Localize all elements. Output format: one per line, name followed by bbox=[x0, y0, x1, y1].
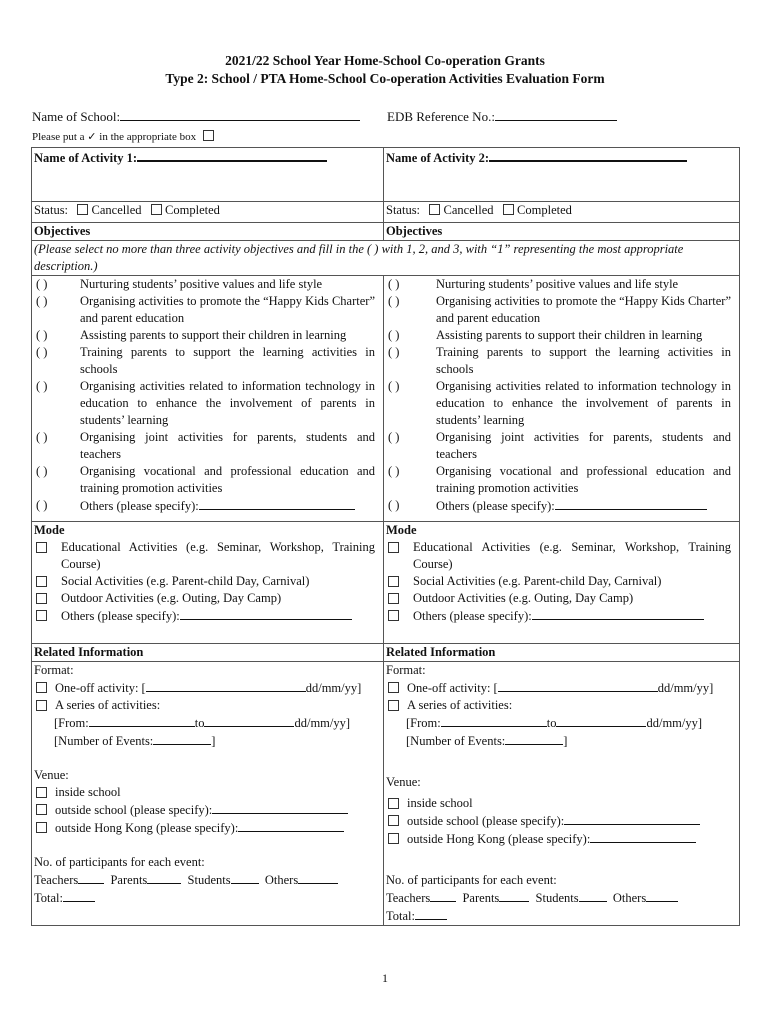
objective-item[interactable]: ( ) Organising activities to promote the “Happy Kids Charter” and parent education bbox=[388, 294, 731, 325]
rank-field[interactable]: ( ) bbox=[36, 464, 48, 478]
mode-checkbox[interactable] bbox=[388, 576, 399, 587]
parents-count-field[interactable] bbox=[147, 871, 181, 884]
objective-item[interactable]: ( ) Training parents to support the learning activities in schools bbox=[388, 345, 731, 376]
participants-row: Teachers Parents Students Others bbox=[34, 871, 381, 889]
edb-reference-label: EDB Reference No.: bbox=[387, 109, 495, 124]
status-label: Status: bbox=[34, 203, 69, 217]
activity-1-cell bbox=[32, 148, 384, 202]
rank-field[interactable]: ( ) bbox=[388, 328, 400, 342]
rank-field[interactable]: ( ) bbox=[36, 498, 48, 512]
completed-checkbox-2[interactable] bbox=[503, 204, 514, 215]
outside-school-field[interactable] bbox=[564, 812, 700, 825]
objective-item-others[interactable]: ( ) Others (please specify): bbox=[34, 497, 381, 521]
outside-hk-option[interactable]: outside Hong Kong (please specify): bbox=[34, 819, 381, 837]
objectives-heading-1: Objectives bbox=[32, 223, 384, 241]
venue-label: Venue: bbox=[34, 768, 69, 782]
from-date-field[interactable] bbox=[89, 714, 195, 727]
one-off-checkbox[interactable] bbox=[36, 682, 47, 693]
participants-label: No. of participants for each event: bbox=[386, 873, 557, 887]
activity-2-name-field[interactable] bbox=[489, 148, 687, 162]
outside-school-checkbox[interactable] bbox=[388, 815, 399, 826]
rank-field[interactable]: ( ) bbox=[388, 430, 400, 444]
instruction-text: Please put a ✓ in the appropriate box bbox=[32, 131, 197, 143]
completed-checkbox-1[interactable] bbox=[151, 204, 162, 215]
status-label: Status: bbox=[386, 203, 421, 217]
outside-school-option[interactable]: outside school (please specify): bbox=[386, 812, 737, 830]
mode-others-field[interactable] bbox=[180, 607, 352, 620]
one-off-option[interactable]: One-off activity: [ dd/mm/yy] bbox=[34, 679, 381, 697]
mode-checkbox[interactable] bbox=[36, 593, 47, 604]
mode-cell-1 bbox=[32, 522, 384, 644]
status-1-cell bbox=[32, 202, 384, 223]
mode-option[interactable]: Educational Activities (e.g. Seminar, Workshop, Training Course) bbox=[386, 539, 737, 573]
rank-field[interactable]: ( ) bbox=[388, 379, 400, 393]
rank-field[interactable]: ( ) bbox=[388, 498, 400, 512]
number-of-events-field[interactable] bbox=[505, 732, 563, 745]
number-of-events-row: [Number of Events: ] bbox=[406, 734, 568, 748]
outside-hk-field[interactable] bbox=[590, 830, 696, 843]
mode-checkbox[interactable] bbox=[36, 576, 47, 587]
completed-label: Completed bbox=[165, 203, 220, 217]
objective-item[interactable]: ( ) Organising activities to promote the “Happy Kids Charter” and parent education bbox=[36, 294, 375, 325]
from-date-field[interactable] bbox=[441, 714, 547, 727]
page-number: 1 bbox=[382, 971, 388, 985]
series-date-range: [From: to dd/mm/yy] bbox=[406, 716, 703, 730]
participants-row: Teachers Parents Students Others bbox=[386, 889, 737, 907]
inside-school-option[interactable]: inside school bbox=[34, 784, 381, 801]
series-option[interactable]: A series of activities: bbox=[34, 697, 381, 714]
form-title-line2: Type 2: School / PTA Home-School Co-operation Activities Evaluation Form bbox=[165, 71, 605, 86]
teachers-count-field[interactable] bbox=[430, 889, 456, 902]
objective-item[interactable]: ( ) Organising vocational and professional education and training promotion activities bbox=[388, 464, 731, 495]
students-count-field[interactable] bbox=[231, 871, 259, 884]
objective-item[interactable]: ( ) Training parents to support the learning activities in schools bbox=[36, 345, 375, 376]
objectives-list-1 bbox=[32, 276, 384, 522]
inside-school-checkbox[interactable] bbox=[388, 798, 399, 809]
outside-hk-checkbox[interactable] bbox=[388, 833, 399, 844]
edb-reference-field[interactable] bbox=[495, 108, 617, 121]
rank-field[interactable]: ( ) bbox=[36, 277, 48, 291]
total-row: Total: bbox=[34, 889, 381, 907]
rank-field[interactable]: ( ) bbox=[388, 277, 400, 291]
cancelled-checkbox-1[interactable] bbox=[77, 204, 88, 215]
mode-heading: Mode bbox=[386, 523, 417, 537]
total-row: Total: bbox=[386, 907, 737, 925]
edb-reference-row bbox=[387, 108, 617, 125]
mode-heading: Mode bbox=[34, 523, 65, 537]
series-date-range: [From: to dd/mm/yy] bbox=[54, 716, 351, 730]
rank-field[interactable]: ( ) bbox=[388, 464, 400, 478]
evaluation-table bbox=[31, 147, 740, 926]
objectives-note: (Please select no more than three activity objectives and fill in the ( ) with 1, 2, and 3, with “1” representing the most appropriate description.) bbox=[32, 241, 740, 276]
mode-option[interactable]: Social Activities (e.g. Parent-child Day, Carnival) bbox=[34, 573, 381, 590]
cancelled-label: Cancelled bbox=[443, 203, 494, 217]
participants-label: No. of participants for each event: bbox=[34, 855, 205, 869]
related-heading-2: Related Information bbox=[384, 644, 740, 662]
one-off-date-field[interactable] bbox=[498, 679, 658, 692]
teachers-count-field[interactable] bbox=[78, 871, 104, 884]
objective-item[interactable]: ( ) Organising vocational and professional education and training promotion activities bbox=[36, 464, 375, 495]
inside-school-checkbox[interactable] bbox=[36, 787, 47, 798]
mode-checkbox[interactable] bbox=[388, 542, 399, 553]
objective-item[interactable]: ( ) Organising activities related to information technology in education to enhance the involvement of parents in students’ learning bbox=[36, 379, 375, 427]
mode-option[interactable]: Others (please specify): bbox=[34, 607, 381, 625]
mode-checkbox[interactable] bbox=[36, 542, 47, 553]
mode-option[interactable]: Outdoor Activities (e.g. Outing, Day Camp) bbox=[386, 590, 737, 607]
inside-school-option[interactable]: inside school bbox=[386, 795, 737, 812]
series-checkbox[interactable] bbox=[36, 700, 47, 711]
status-2-cell bbox=[384, 202, 740, 223]
sample-checkbox bbox=[203, 130, 214, 141]
one-off-checkbox[interactable] bbox=[388, 682, 399, 693]
one-off-date-field[interactable] bbox=[146, 679, 306, 692]
rank-field[interactable]: ( ) bbox=[36, 345, 48, 359]
rank-field[interactable]: ( ) bbox=[36, 294, 48, 308]
school-name-label: Name of School: bbox=[32, 109, 121, 124]
outside-school-field[interactable] bbox=[212, 801, 348, 814]
format-label: Format: bbox=[386, 663, 426, 677]
completed-label: Completed bbox=[517, 203, 572, 217]
objective-item-others[interactable]: ( ) Others (please specify): bbox=[386, 497, 737, 521]
cancelled-checkbox-2[interactable] bbox=[429, 204, 440, 215]
activity-2-cell bbox=[384, 148, 740, 202]
school-name-field[interactable] bbox=[120, 108, 360, 121]
objective-item[interactable]: ( ) Organising joint activities for parents, students and teachers bbox=[388, 430, 731, 461]
number-of-events-field[interactable] bbox=[153, 732, 211, 745]
related-info-1 bbox=[32, 662, 384, 926]
school-name-row bbox=[32, 108, 360, 125]
to-date-field[interactable] bbox=[556, 714, 646, 727]
rank-field[interactable]: ( ) bbox=[36, 328, 48, 342]
objective-item[interactable]: ( ) Organising joint activities for parents, students and teachers bbox=[36, 430, 375, 461]
rank-field[interactable]: ( ) bbox=[388, 345, 400, 359]
rank-field[interactable]: ( ) bbox=[388, 294, 400, 308]
total-count-field[interactable] bbox=[415, 907, 447, 920]
mode-checkbox[interactable] bbox=[36, 610, 47, 621]
activity-2-label: Name of Activity 2: bbox=[386, 151, 490, 165]
outside-hk-option[interactable]: outside Hong Kong (please specify): bbox=[386, 830, 737, 848]
others-specify-field[interactable] bbox=[555, 497, 707, 510]
total-count-field[interactable] bbox=[63, 889, 95, 902]
outside-hk-field[interactable] bbox=[238, 819, 344, 832]
mode-option[interactable]: Educational Activities (e.g. Seminar, Workshop, Training Course) bbox=[34, 539, 381, 573]
objective-item[interactable]: ( ) Organising activities related to information technology in education to enhance the involvement of parents in students’ learning bbox=[388, 379, 731, 427]
parents-count-field[interactable] bbox=[499, 889, 529, 902]
mode-option[interactable]: Others (please specify): bbox=[386, 607, 737, 625]
rank-field[interactable]: ( ) bbox=[36, 379, 48, 393]
number-of-events-row: [Number of Events: ] bbox=[54, 734, 216, 748]
objective-item[interactable]: ( ) Nurturing students’ positive values and life style bbox=[36, 277, 323, 291]
objective-item[interactable]: ( ) Nurturing students’ positive values and life style bbox=[388, 277, 679, 291]
mode-checkbox[interactable] bbox=[388, 593, 399, 604]
objective-item[interactable]: ( ) Assisting parents to support their children in learning bbox=[36, 328, 347, 342]
to-date-field[interactable] bbox=[204, 714, 294, 727]
objective-item[interactable]: ( ) Assisting parents to support their children in learning bbox=[388, 328, 703, 342]
students-count-field[interactable] bbox=[579, 889, 607, 902]
form-title-line1: 2021/22 School Year Home-School Co-operation Grants bbox=[225, 53, 545, 68]
outside-hk-checkbox[interactable] bbox=[36, 822, 47, 833]
instruction-row bbox=[32, 130, 214, 143]
mode-option[interactable]: Outdoor Activities (e.g. Outing, Day Camp) bbox=[34, 590, 381, 607]
one-off-option[interactable]: One-off activity: [ dd/mm/yy] bbox=[386, 679, 737, 697]
others-specify-field[interactable] bbox=[199, 497, 355, 510]
cancelled-label: Cancelled bbox=[91, 203, 142, 217]
objectives-list-2 bbox=[384, 276, 740, 522]
related-heading-1: Related Information bbox=[32, 644, 384, 662]
others-count-field[interactable] bbox=[298, 871, 338, 884]
outside-school-checkbox[interactable] bbox=[36, 804, 47, 815]
mode-cell-2 bbox=[384, 522, 740, 644]
mode-option[interactable]: Social Activities (e.g. Parent-child Day, Carnival) bbox=[386, 573, 737, 590]
venue-label: Venue: bbox=[386, 775, 421, 789]
rank-field[interactable]: ( ) bbox=[36, 430, 48, 444]
outside-school-option[interactable]: outside school (please specify): bbox=[34, 801, 381, 819]
activity-1-label: Name of Activity 1: bbox=[34, 151, 138, 165]
mode-checkbox[interactable] bbox=[388, 610, 399, 621]
others-count-field[interactable] bbox=[646, 889, 678, 902]
series-option[interactable]: A series of activities: bbox=[386, 697, 737, 714]
mode-others-field[interactable] bbox=[532, 607, 704, 620]
related-info-2 bbox=[384, 662, 740, 926]
activity-1-name-field[interactable] bbox=[137, 148, 327, 162]
format-label: Format: bbox=[34, 663, 74, 677]
series-checkbox[interactable] bbox=[388, 700, 399, 711]
objectives-heading-2: Objectives bbox=[384, 223, 740, 241]
